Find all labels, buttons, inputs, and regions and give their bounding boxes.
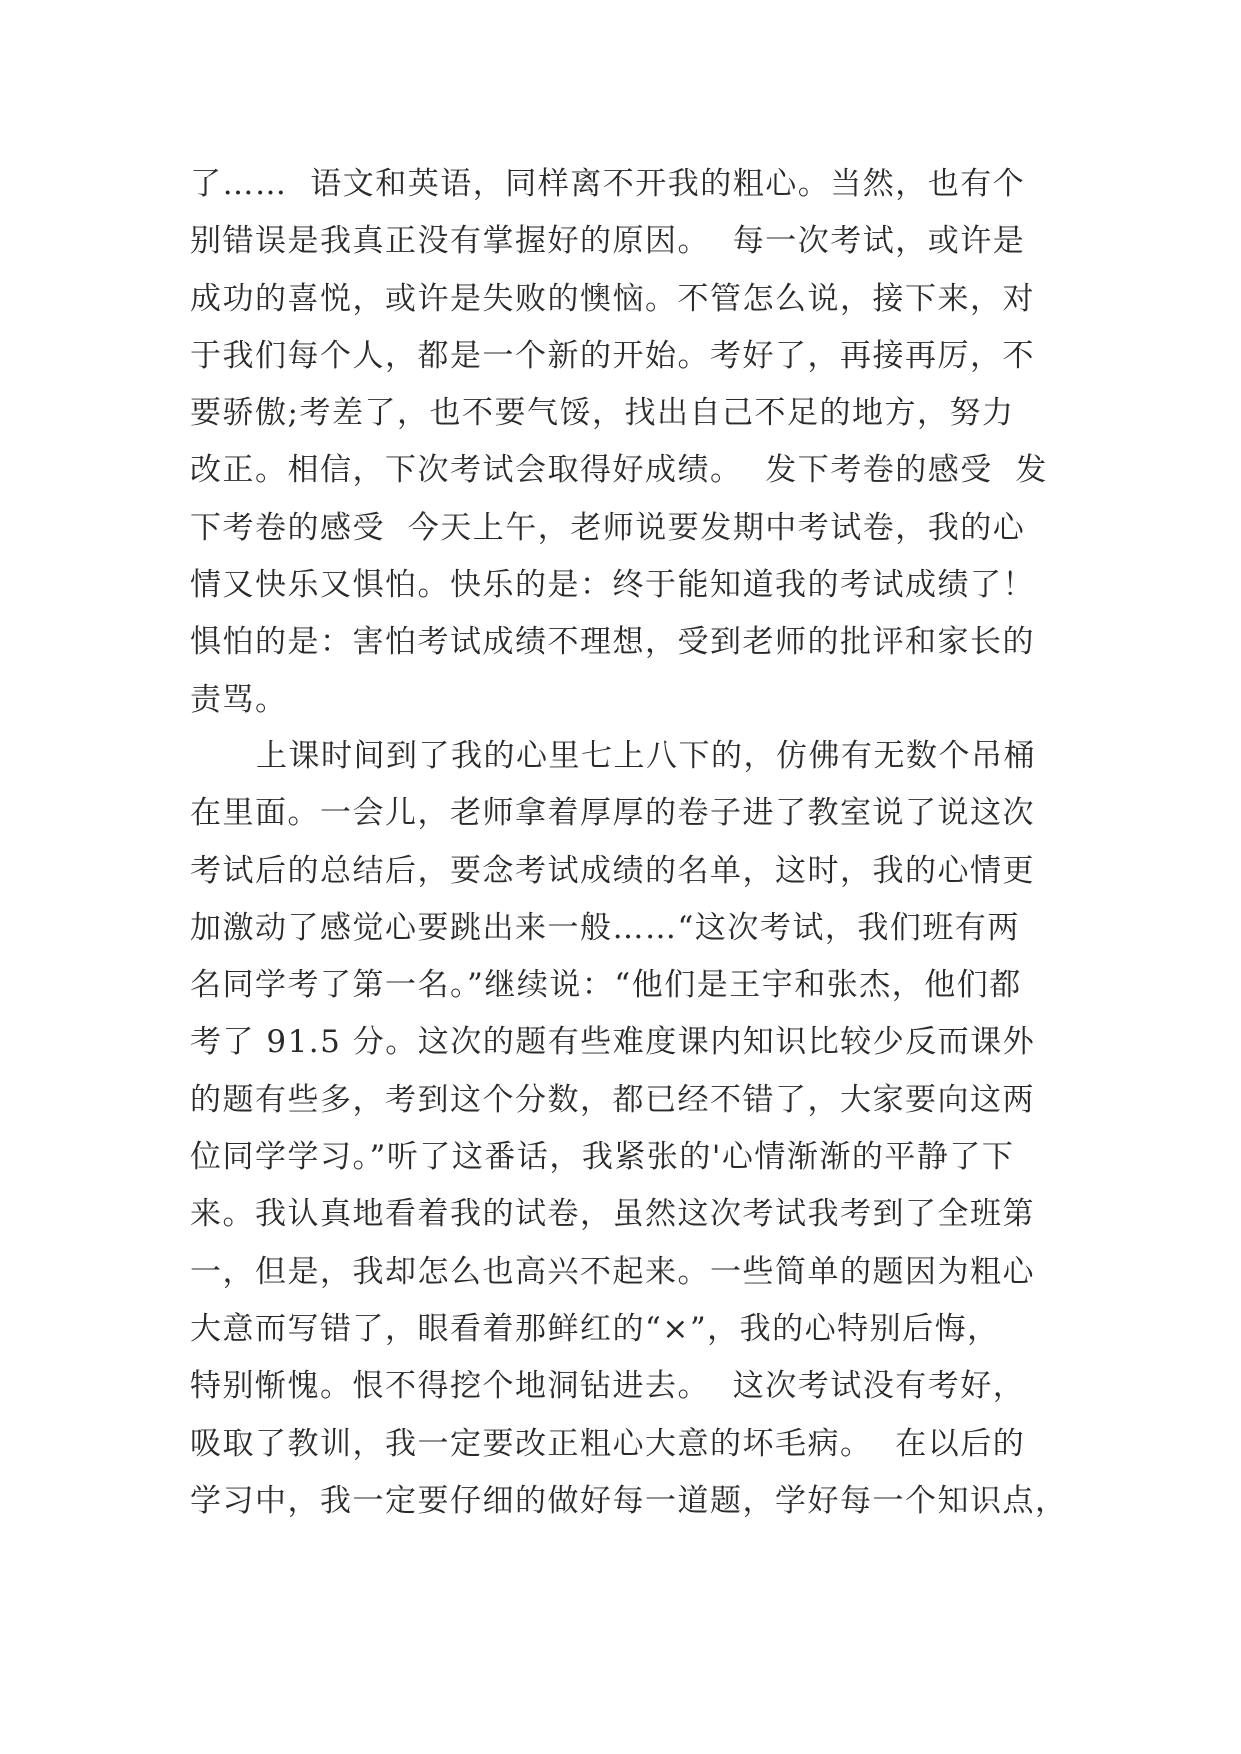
paragraph-line: 于我们每个人，都是一个新的开始。考好了，再接再厉，不	[190, 337, 1035, 374]
paragraph-line: 情又快乐又惧怕。快乐的是：终于能知道我的考试成绩了！	[190, 567, 1035, 604]
paragraph-line: 考了 91.5 分。这次的题有些难度课内知识比较少反而课外	[190, 1024, 1036, 1061]
paragraph-line: 一，但是，我却怎么也高兴不起来。一些简单的题因为粗心	[190, 1253, 1035, 1290]
paragraph-line: 了…… 语文和英语，同样离不开我的粗心。当然，也有个	[190, 166, 1026, 202]
paragraph-line: 考试后的总结后，要念考试成绩的名单，这时，我的心情更	[190, 852, 1035, 889]
paragraph-line: 位同学学习。”听了这番话，我紧张的'心情渐渐的平静了下	[190, 1139, 1015, 1176]
paragraph-2	[190, 728, 1068, 1530]
paragraph-line: 成功的喜悦，或许是失败的懊恼。不管怎么说，接下来，对	[190, 280, 1035, 317]
paragraph-line: 别错误是我真正没有掌握好的原因。 每一次考试，或许是	[190, 223, 1026, 260]
paragraph-line: 在里面。一会儿，老师拿着厚厚的卷子进了教室说了说这次	[190, 795, 1035, 832]
paragraph-line: 的题有些多，考到这个分数，都已经不错了，大家要向这两	[190, 1081, 1035, 1118]
paragraph-line: 下考卷的感受 今天上午，老师说要发期中考试卷，我的心	[190, 509, 1026, 546]
paragraph-line: 名同学考了第一名。”继续说：“他们是王宇和张杰，他们都	[190, 967, 1022, 1004]
paragraph-line: 惧怕的是：害怕考试成绩不理想，受到老师的批评和家长的	[190, 624, 1035, 661]
paragraph-line: 责骂。	[190, 681, 288, 718]
paragraph-line: 来。我认真地看着我的试卷，虽然这次考试我考到了全班第	[190, 1196, 1035, 1233]
paragraph-line: 学习中，我一定要仔细的做好每一道题，学好每一个知识点，	[190, 1482, 1068, 1519]
paragraph-line: 吸取了教训，我一定要改正粗心大意的坏毛病。 在以后的	[190, 1425, 1026, 1462]
paragraph-line-first: 上课时间到了我的心里七上八下的，仿佛有无数个吊桶	[256, 738, 1036, 774]
paragraph-line: 改正。相信，下次考试会取得好成绩。 发下考卷的感受 发	[190, 452, 1048, 489]
paragraph-1	[190, 156, 1050, 729]
paragraph-line: 要骄傲;考差了，也不要气馁，找出自己不足的地方，努力	[190, 395, 1015, 432]
paragraph-line: 加激动了感觉心要跳出来一般……“这次考试，我们班有两	[190, 909, 1020, 946]
paragraph-line: 特别惭愧。恨不得挖个地洞钻进去。 这次考试没有考好，	[190, 1368, 1026, 1405]
paragraph-line: 大意而写错了，眼看着那鲜红的“×”，我的心特别后悔，	[190, 1310, 1000, 1347]
